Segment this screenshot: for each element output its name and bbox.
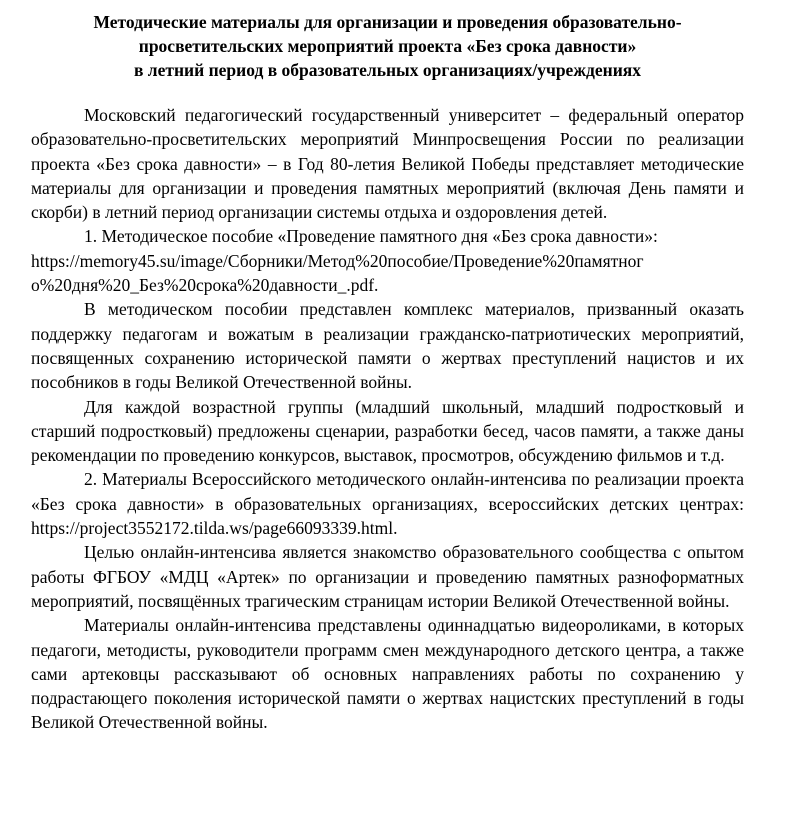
paragraph-intensive-goal: Целью онлайн-интенсива является знакомство образовательного сообщества с опытом работы ФГБОУ «МДЦ «Артек» по организации и проведению памятных разноформатных мероприятий, посвящённых трагическим страницам истории Великой Отечественной войны. [31, 542, 744, 611]
title-line-3: в летний период в образовательных организациях/учреждениях [133, 60, 642, 80]
paragraph-intro: Московский педагогический государственный университет – федеральный оператор образовательно-просветительских мероприятий Минпросвещения России по реализации проекта «Без срока давности» – в Год 80-летия Великой Победы представляет методические материалы для организации и проведения памятных мероприятий (включая День памяти и скорби) в летний период организации системы отдыха и оздоровления детей. [31, 105, 744, 223]
manual-link-line-2[interactable]: о%20дня%20_Без%20срока%20давности_.pdf. [31, 275, 379, 296]
list-item-2: 2. Материалы Всероссийского методического онлайн-интенсива по реализации проекта «Без срока давности» в образовательных организациях, всероссийских детских центрах: https://project3552172.tilda.ws/page66093339.html. [31, 469, 744, 539]
paragraph-manual-description: В методическом пособии представлен комплекс материалов, призванный оказать поддержку педагогам и вожатым в реализации гражданско-патриотических мероприятий, посвященных сохранению исторической памяти о жертвах преступлений нацистов и их пособников в годы Великой Отечественной войны. [31, 299, 744, 393]
title-line-1: Методические материалы для организации и проведения образовательно- [93, 12, 682, 32]
list-item-1 [31, 224, 744, 297]
paragraph-age-groups: Для каждой возрастной группы (младший школьный, младший подростковый и старший подростковый) предложены сценарии, разработки бесед, часов памяти, а также даны рекомендации по проведению конкурсов, выставок, просмотров, обсуждению фильмов и т.д. [31, 396, 744, 466]
manual-link-line-1[interactable]: https://memory45.su/image/Сборники/Метод%20пособие/Проведение%20памятног [31, 250, 644, 271]
paragraph-intensive-materials: Материалы онлайн-интенсива представлены одиннадцатью видеороликами, в которых педагоги, методисты, руководители программ смен международного детского центра, а также сами артековцы рассказывают об основных направлениях работы по сохранению у подрастающего поколения исторической памяти о жертвах нацистских преступлений в годы Великой Отечественной войны. [31, 615, 744, 733]
document-title [31, 10, 744, 82]
list-item-1-title: 1. Методическое пособие «Проведение памятного дня «Без срока давности»: [84, 226, 658, 247]
title-line-2: просветительских мероприятий проекта «Без срока давности» [138, 36, 637, 56]
